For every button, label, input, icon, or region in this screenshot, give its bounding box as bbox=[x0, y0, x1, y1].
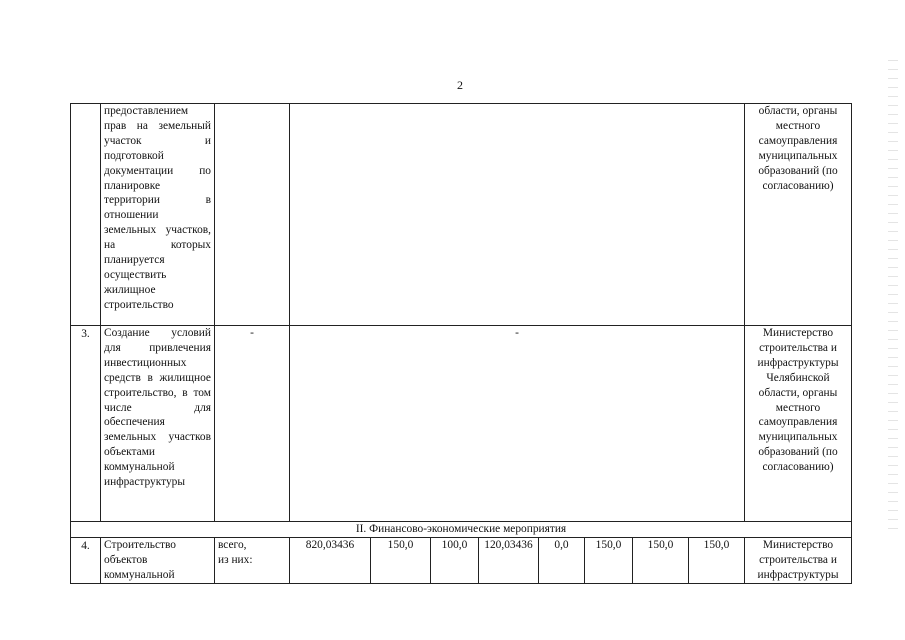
year-amount-cell: 100,0 bbox=[431, 538, 479, 584]
section-title: II. Финансово-экономические мероприятия bbox=[71, 522, 852, 538]
year-amount-cell: 150,0 bbox=[633, 538, 689, 584]
measure-name-cell: предоставлением прав на земельный участок и подготовкой документации по планировке территории в отношении земельных участков, на которых планируется осуществить жилищное строительство bbox=[101, 104, 215, 326]
section-header-row bbox=[71, 522, 852, 538]
year-amount-cell: 0,0 bbox=[539, 538, 585, 584]
funding-source-cell: - bbox=[215, 326, 290, 522]
table-row bbox=[71, 326, 852, 522]
responsible-cell: Министерство строительства и инфраструктуры bbox=[745, 538, 852, 584]
year-amount-cell: 150,0 bbox=[585, 538, 633, 584]
year-amount-cell: 120,03436 bbox=[479, 538, 539, 584]
table-row bbox=[71, 538, 852, 584]
funding-source-cell bbox=[215, 104, 290, 326]
row-number-cell: 3. bbox=[71, 326, 101, 522]
row-number-cell bbox=[71, 104, 101, 326]
responsible-cell: Министерство строительства и инфраструктуры Челябинской области, органы местного самоуправления муниципальных образований (по согласованию) bbox=[745, 326, 852, 522]
funding-values-cell bbox=[290, 104, 745, 326]
measure-name-cell: Строительство объектов коммунальной bbox=[101, 538, 215, 584]
year-amount-cell: 150,0 bbox=[371, 538, 431, 584]
measures-table bbox=[70, 103, 852, 584]
measure-name-cell: Создание условий для привлечения инвестиционных средств в жилищное строительство, в том числе для обеспечения земельных участков объектами коммунальной инфраструктуры bbox=[101, 326, 215, 522]
page-number: 2 bbox=[457, 78, 463, 92]
funding-source-cell: всего, из них: bbox=[215, 538, 290, 584]
table-row bbox=[71, 104, 852, 326]
responsible-cell: области, органы местного самоуправления муниципальных образований (по согласованию) bbox=[745, 104, 852, 326]
row-number-cell: 4. bbox=[71, 538, 101, 584]
year-amount-cell: 150,0 bbox=[689, 538, 745, 584]
scan-artifact bbox=[888, 60, 898, 530]
funding-values-cell: - bbox=[290, 326, 745, 522]
total-amount-cell: 820,03436 bbox=[290, 538, 371, 584]
